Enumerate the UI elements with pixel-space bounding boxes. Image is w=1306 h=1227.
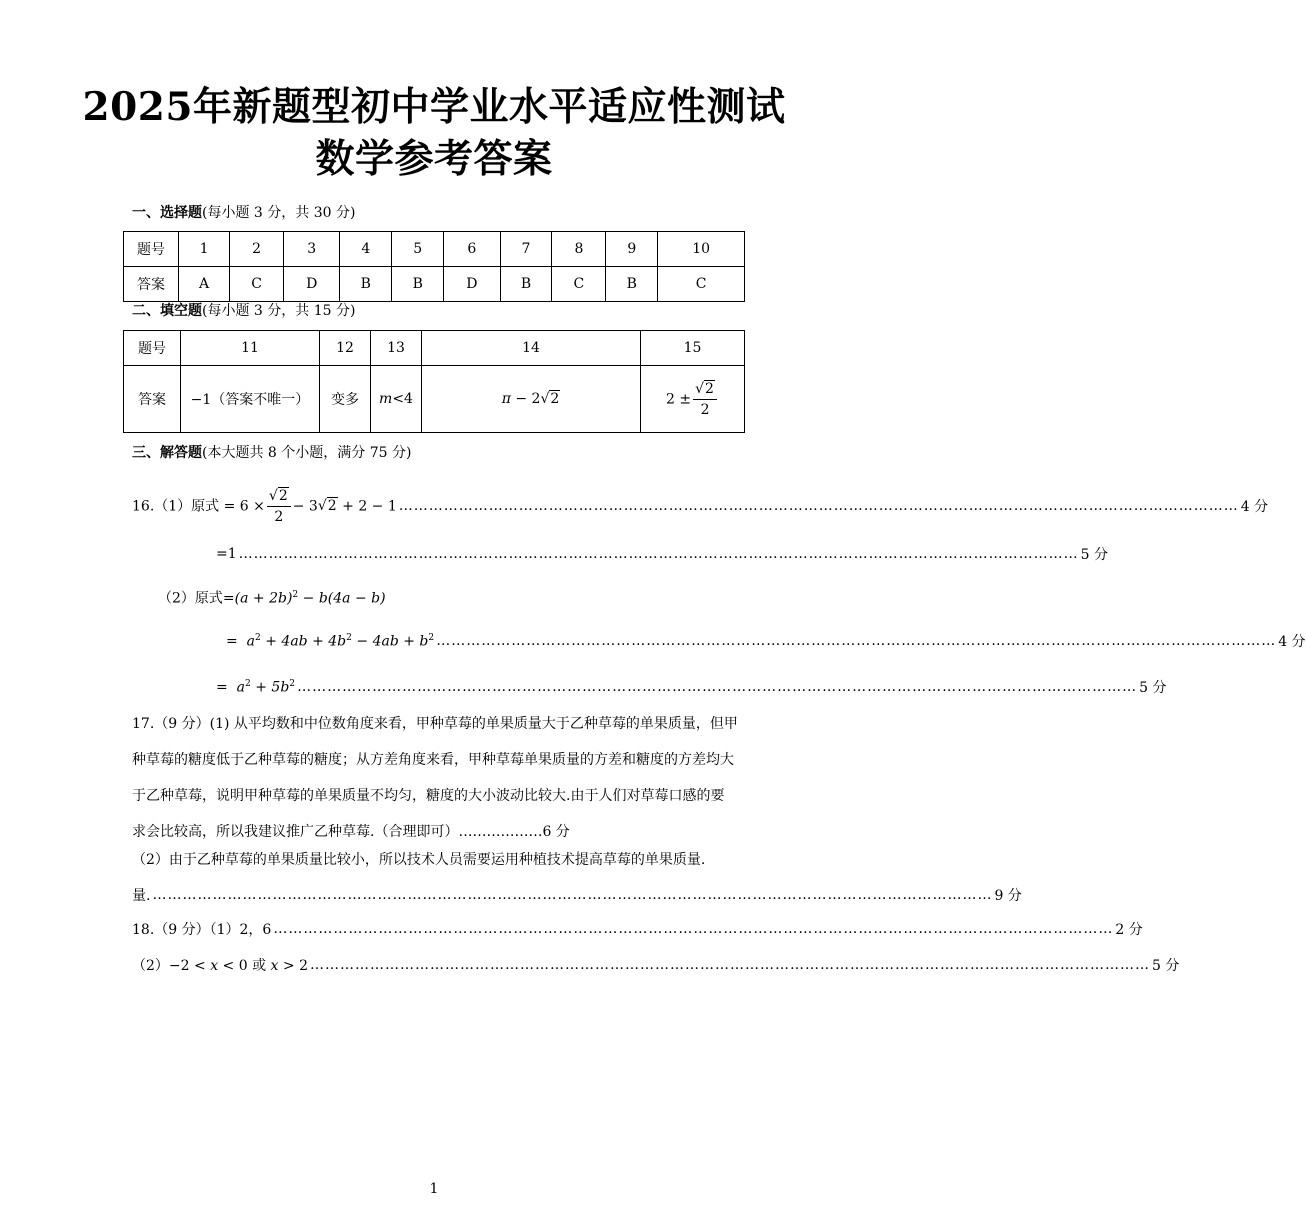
- score: 6 分: [542, 824, 570, 840]
- equals-sign: =: [226, 633, 238, 650]
- section-solve-note: (本大题共 8 个小题，满分 75 分): [202, 445, 412, 461]
- term: a: [236, 679, 245, 696]
- fill-number: 11: [181, 331, 320, 366]
- fraction-denominator: 2: [700, 401, 710, 418]
- section-choice-note: (每小题 3 分，共 30 分): [202, 205, 356, 221]
- pi-symbol: π: [501, 391, 511, 407]
- q17-part2-score-line: [132, 884, 1022, 906]
- fill-number: 15: [641, 331, 745, 366]
- q16-part2-expr: (a + 2b): [234, 590, 293, 607]
- score: 9 分: [994, 888, 1022, 904]
- term: < 0 或: [218, 958, 271, 974]
- q18-line-1: [132, 918, 1143, 940]
- term: a: [246, 633, 255, 650]
- q16-term-a: = 6 ×: [223, 498, 265, 514]
- fill-number-row: [124, 331, 745, 366]
- fill-answer-14: [422, 366, 641, 433]
- section-fill-note: (每小题 3 分，共 15 分): [202, 303, 356, 319]
- equals-sign: =: [216, 679, 228, 696]
- term: + 4ab + 4b: [260, 633, 347, 650]
- fill-answer-14-minus: − 2: [510, 391, 541, 407]
- q16-label: 16.（1）原式: [132, 498, 224, 514]
- page-number: 1: [429, 1181, 439, 1197]
- term: − 4ab + b: [351, 633, 429, 650]
- section-choice-title: 一、选择题: [132, 205, 202, 221]
- q16-line-3: [158, 584, 386, 610]
- var-m: m: [379, 391, 393, 407]
- choice-number-row: [124, 232, 745, 267]
- q17-part1: [132, 706, 738, 850]
- choice-number: 8: [552, 232, 606, 267]
- term: （2）−2 <: [132, 958, 211, 974]
- exponent: 2: [245, 678, 251, 689]
- fraction-denominator: 2: [274, 508, 284, 525]
- dot-leader: ……………………………………………………………………………………………………………………………………………………: [238, 546, 1079, 562]
- q17-part2-tail: 量.: [132, 888, 151, 904]
- choice-answer: B: [500, 267, 552, 302]
- exponent: 2: [255, 632, 261, 643]
- choice-number: 1: [179, 232, 230, 267]
- sqrt-symbol: √2: [540, 391, 560, 407]
- var-x: x: [270, 958, 279, 974]
- fraction: [693, 379, 717, 420]
- exponent: 2: [292, 590, 299, 600]
- fill-answer-11: −1（答案不唯一）: [181, 366, 320, 433]
- q16-term-c: + 2 − 1: [342, 498, 397, 514]
- var-x: x: [210, 958, 219, 974]
- fraction: [267, 486, 291, 527]
- fill-answer-12: 变多: [320, 366, 371, 433]
- section-fill-title: 二、填空题: [132, 303, 202, 319]
- fill-header-label: 题号: [124, 331, 181, 366]
- dot-leader: ……………………………………………………………………………………………………………………………………………………: [310, 957, 1150, 973]
- choice-answer-label: 答案: [124, 267, 179, 302]
- choice-answer: D: [284, 267, 340, 302]
- q16-line-2-expr: =1: [216, 546, 237, 562]
- fill-answer-13: [371, 366, 422, 433]
- choice-answer: C: [552, 267, 606, 302]
- choice-number: 7: [500, 232, 552, 267]
- q16-part2-rest: − b(4a − b): [298, 590, 386, 607]
- q18-line-2-expr: [132, 955, 308, 975]
- page-title: 2025年新题型初中学业水平适应性测试: [82, 84, 786, 130]
- choice-answer: B: [340, 267, 392, 302]
- score: 5 分: [1152, 958, 1180, 974]
- fill-answer-15: [641, 366, 745, 433]
- exponent: 2: [346, 632, 352, 643]
- choice-answer: B: [392, 267, 444, 302]
- choice-number: 5: [392, 232, 444, 267]
- q16-line-1: [132, 484, 1269, 528]
- radicand: 2: [327, 498, 337, 514]
- page-subtitle: 数学参考答案: [315, 136, 553, 182]
- radicand: 2: [550, 391, 560, 407]
- fraction-numerator: [693, 379, 717, 400]
- fill-answer-label: 答案: [124, 366, 181, 433]
- q18-line-2: [132, 954, 1180, 976]
- choice-answer: C: [658, 267, 745, 302]
- section-fill-heading: [132, 302, 355, 320]
- q17-part1-text: 17.（9 分）(1) 从平均数和中位数角度来看，甲种草莓的单果质量大于乙种草莓的单果质量，但甲种草莓的糖度低于乙种草莓的糖度；从方差角度来看，甲种草莓单果质量的方差和糖度的方差均大于乙种草莓，说明甲种草莓的单果质量不均匀，糖度的大小波动比较大.由于人们对草莓口感的要求会比较高，所以我建议推广乙种草莓.（合理即可）: [132, 716, 738, 840]
- choice-answer-table: [123, 231, 745, 302]
- score: 2 分: [1115, 922, 1143, 938]
- section-solve-heading: [132, 444, 411, 462]
- q17-part2-text: （2）由于乙种草莓的单果质量比较小，所以技术人员需要运用种植技术提高草莓的单果质量.: [132, 852, 706, 868]
- choice-answer: C: [230, 267, 284, 302]
- fill-answer-13-rest: <4: [392, 391, 413, 407]
- q18-line-1-text: 18.（9 分）（1）2，6: [132, 922, 272, 938]
- term: > 2: [278, 958, 308, 974]
- choice-answer: D: [444, 267, 500, 302]
- choice-number: 2: [230, 232, 284, 267]
- sqrt-symbol: √2: [268, 487, 288, 504]
- q16-term-b: − 3: [292, 498, 318, 514]
- exponent: 2: [289, 678, 296, 689]
- fill-answer-15-pre: 2 ±: [666, 391, 692, 407]
- choice-number: 10: [658, 232, 745, 267]
- dot-leader: ……………………………………………………………………………………………………………………………………………………: [297, 679, 1138, 695]
- q16-part2-label: （2）原式=: [158, 590, 235, 607]
- dot-leader: ……………………………………………………………………………………………………………………………………………………: [273, 921, 1114, 937]
- dot-leader: ………………: [458, 824, 543, 840]
- section-solve-title: 三、解答题: [132, 445, 202, 461]
- choice-answer-row: [124, 267, 745, 302]
- radicand: 2: [705, 380, 714, 397]
- fill-answer-row: [124, 366, 745, 433]
- choice-number: 4: [340, 232, 392, 267]
- radicand: 2: [278, 487, 288, 504]
- score: 5 分: [1139, 680, 1167, 696]
- q16-line-5-expr: [216, 679, 295, 696]
- fill-answer-table: [123, 330, 745, 433]
- fill-number: 12: [320, 331, 371, 366]
- score: 4 分: [1278, 634, 1306, 650]
- dot-leader: ……………………………………………………………………………………………………………………………………………………: [398, 498, 1239, 514]
- choice-number: 6: [444, 232, 500, 267]
- q16-line-4-expr: [226, 633, 434, 650]
- choice-answer: B: [606, 267, 658, 302]
- q16-line-1-expr: [132, 486, 397, 527]
- fill-number: 13: [371, 331, 422, 366]
- q16-line-5: [216, 676, 1167, 698]
- fill-number: 14: [422, 331, 641, 366]
- q16-line-4: [226, 630, 1306, 652]
- choice-number: 3: [284, 232, 340, 267]
- score: 5 分: [1080, 547, 1108, 563]
- q16-line-2: [216, 543, 1108, 565]
- dot-leader: ……………………………………………………………………………………………………………………………………………………: [152, 887, 993, 903]
- exponent: 2: [428, 632, 435, 643]
- choice-number: 9: [606, 232, 658, 267]
- choice-answer: A: [179, 267, 230, 302]
- sqrt-symbol: √2: [695, 380, 714, 397]
- score: 4 分: [1240, 499, 1269, 515]
- choice-header-label: 题号: [124, 232, 179, 267]
- section-choice-heading: [132, 204, 355, 222]
- term: + 5b: [250, 679, 290, 696]
- dot-leader: ……………………………………………………………………………………………………………………………………………………: [436, 633, 1277, 649]
- fraction-numerator: [267, 486, 291, 507]
- sqrt-symbol: √2: [317, 498, 337, 514]
